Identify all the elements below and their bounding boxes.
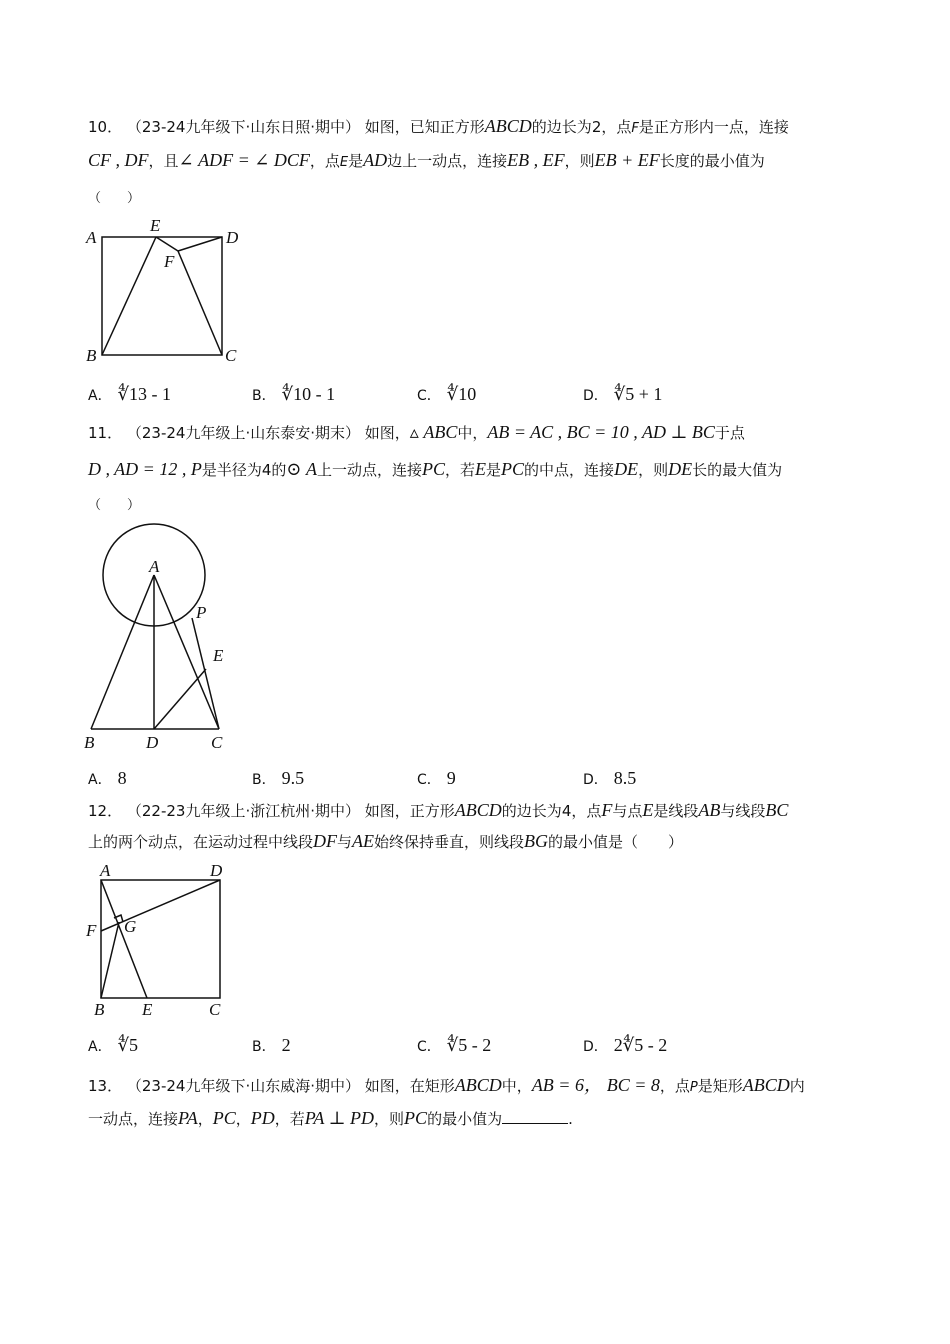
q11-text: ，若 bbox=[445, 461, 476, 479]
q10-math: ∠ ADF = ∠ DCF bbox=[178, 150, 310, 170]
q11-math: PC bbox=[501, 459, 525, 479]
q12-line-2 bbox=[88, 831, 683, 852]
q12-text: 与 bbox=[337, 833, 353, 851]
q11-label-B: B bbox=[84, 733, 95, 752]
q11-option-d[interactable]: D． 8.5 bbox=[583, 768, 637, 788]
q10-text: 是 bbox=[348, 152, 364, 170]
q11-source: （23-24九年级上·山东泰安·期末） bbox=[126, 424, 360, 442]
q10-label-B: B bbox=[86, 346, 97, 365]
q13-text: ，点 bbox=[659, 1077, 690, 1095]
q12-text: ，点 bbox=[571, 802, 602, 820]
q11-answer-paren: （ ） bbox=[88, 498, 141, 513]
q10-text: 的边长为 bbox=[531, 118, 592, 136]
q10-text: 边上一动点，连接 bbox=[387, 152, 508, 170]
q10-line-1 bbox=[88, 116, 789, 137]
q10-math: ABCD bbox=[484, 116, 532, 136]
q12-math: AB bbox=[698, 800, 721, 820]
q10-segment-FC bbox=[178, 251, 222, 355]
q10-figure bbox=[80, 214, 250, 370]
q12-source: （22-23九年级上·浙江杭州·期中） bbox=[126, 802, 360, 820]
q11-text: 是 bbox=[486, 461, 502, 479]
q13-text: 的最小值为 bbox=[427, 1110, 503, 1128]
q13-math: ABCD bbox=[742, 1075, 790, 1095]
q11-math: DE bbox=[668, 459, 693, 479]
q10-option-b[interactable]: B． ∜10 - 1 bbox=[252, 384, 336, 404]
q11-label-P: P bbox=[196, 603, 207, 622]
q10-number: 10． bbox=[88, 118, 123, 136]
q13-text: 是矩形 bbox=[697, 1077, 743, 1095]
q13-text: 内 bbox=[789, 1077, 805, 1095]
q11-math: ⊙ A bbox=[286, 459, 317, 479]
q13-text: 如图，在矩形 bbox=[364, 1077, 455, 1095]
q12-option-b[interactable]: B． 2 bbox=[252, 1035, 291, 1055]
q12-math: BC bbox=[765, 800, 789, 820]
q11-segment-DE bbox=[154, 669, 206, 729]
q11-segment-AC bbox=[154, 575, 219, 729]
q11-text: 是半径为 bbox=[201, 461, 262, 479]
q12-option-a[interactable]: A． ∜5 bbox=[88, 1035, 139, 1055]
q13-text: 中， bbox=[501, 1077, 532, 1095]
q10-text: ，点 bbox=[601, 118, 632, 136]
q12-text: 的最小值是（ ） bbox=[548, 833, 684, 851]
q10-segment-EF bbox=[156, 237, 178, 251]
q13-source: （23-24九年级下·山东威海·期中） bbox=[126, 1077, 360, 1095]
q11-option-a[interactable]: A． 8 bbox=[88, 768, 127, 788]
q11-text: ，则 bbox=[638, 461, 669, 479]
q12-line-1 bbox=[88, 800, 788, 821]
q12-math: E bbox=[642, 800, 654, 820]
q13-math: PC bbox=[404, 1108, 428, 1128]
q12-label-B: B bbox=[94, 1000, 105, 1019]
q10-option-c[interactable]: C． ∜10 bbox=[417, 384, 477, 404]
q13-line-2 bbox=[88, 1107, 573, 1129]
q13-answer-blank[interactable] bbox=[502, 1107, 568, 1124]
q11-segment-AB bbox=[91, 575, 154, 729]
q10-text: 是正方形内一点，连接 bbox=[638, 118, 789, 136]
q12-text: 与线段 bbox=[720, 802, 766, 820]
q12-label-F: F bbox=[86, 921, 97, 940]
q11-label-C: C bbox=[211, 733, 223, 752]
q12-label-E: E bbox=[142, 1000, 153, 1019]
q10-label-E: E bbox=[150, 216, 161, 235]
q10-text: 如图，已知正方形 bbox=[364, 118, 485, 136]
q10-math: EB , EF bbox=[507, 150, 565, 170]
q10-label-D: D bbox=[226, 228, 239, 247]
q11-line-2 bbox=[88, 459, 782, 480]
q10-math: EB + EF bbox=[594, 150, 660, 170]
q12-math: AE bbox=[352, 831, 375, 851]
q10-source: （23-24九年级下·山东日照·期中） bbox=[126, 118, 360, 136]
q12-segment-BG bbox=[101, 922, 119, 998]
q11-value: 4 bbox=[261, 461, 272, 479]
q13-math: PC bbox=[212, 1108, 236, 1128]
q11-option-c[interactable]: C． 9 bbox=[417, 768, 456, 788]
q12-text: 始终保持垂直，则线段 bbox=[374, 833, 525, 851]
q12-option-c[interactable]: C． ∜5 - 2 bbox=[417, 1035, 492, 1055]
q12-value: 4 bbox=[561, 802, 572, 820]
q10-segment-FD bbox=[178, 237, 222, 251]
q13-math: AB = 6， bbox=[531, 1075, 602, 1095]
q10-line-2 bbox=[88, 150, 765, 171]
q12-text: 上的两个动点，在运动过程中线段 bbox=[88, 833, 314, 851]
q13-math: PA bbox=[178, 1108, 198, 1128]
q10-option-d[interactable]: D． ∜5 + 1 bbox=[583, 384, 663, 404]
q12-math: ABCD bbox=[454, 800, 502, 820]
q11-math: AB = AC , BC = 10 , AD ⊥ BC bbox=[487, 422, 715, 442]
q11-text: 的中点，连接 bbox=[524, 461, 615, 479]
q10-text: ，且 bbox=[148, 152, 179, 170]
q10-math: E bbox=[339, 155, 349, 170]
q11-math: ▵ ABC bbox=[409, 422, 458, 442]
q10-answer-paren: （ ） bbox=[88, 191, 141, 206]
q10-option-a[interactable]: A． ∜13 - 1 bbox=[88, 384, 172, 404]
q11-figure bbox=[80, 520, 250, 752]
q11-text: 如图， bbox=[364, 424, 410, 442]
q12-text: 如图，正方形 bbox=[364, 802, 455, 820]
q10-value: 2 bbox=[591, 118, 602, 136]
q11-line-1 bbox=[88, 422, 745, 443]
q13-text: . bbox=[568, 1110, 573, 1128]
q10-label-C: C bbox=[225, 346, 237, 365]
q11-number: 11． bbox=[88, 424, 123, 442]
q10-square bbox=[102, 237, 222, 355]
q13-math: PA ⊥ PD bbox=[304, 1108, 375, 1128]
q10-text: 长度的最小值为 bbox=[659, 152, 765, 170]
q11-math: DE bbox=[614, 459, 639, 479]
q12-label-A: A bbox=[100, 861, 111, 880]
q11-text: 于点 bbox=[714, 424, 745, 442]
q10-label-A: A bbox=[86, 228, 97, 247]
q13-text: ， bbox=[197, 1110, 213, 1128]
q10-math: CF , DF bbox=[88, 150, 149, 170]
q13-text: ，若 bbox=[274, 1110, 305, 1128]
q10-math: AD bbox=[363, 150, 388, 170]
q11-label-D: D bbox=[146, 733, 159, 752]
q10-text: ，则 bbox=[564, 152, 595, 170]
q12-math: BG bbox=[524, 831, 549, 851]
q13-math: PD bbox=[250, 1108, 275, 1128]
q12-label-C: C bbox=[209, 1000, 221, 1019]
q12-figure bbox=[80, 858, 250, 1022]
q10-text: ，点 bbox=[309, 152, 340, 170]
q13-line-1 bbox=[88, 1071, 805, 1097]
q10-label-F: F bbox=[164, 252, 175, 271]
q12-label-G: G bbox=[124, 917, 137, 936]
q13-math: BC = 8 bbox=[606, 1075, 660, 1095]
q12-math: F bbox=[601, 800, 613, 820]
q12-text: 与点 bbox=[612, 802, 643, 820]
q13-text: ，则 bbox=[374, 1110, 405, 1128]
q12-option-d[interactable]: D． 2∜5 - 2 bbox=[583, 1035, 668, 1055]
q11-math: D , AD = 12 , P bbox=[88, 459, 202, 479]
q13-text: 一动点，连接 bbox=[88, 1110, 179, 1128]
q12-label-D: D bbox=[210, 861, 223, 880]
q12-segment-AE bbox=[101, 880, 147, 998]
q13-math: P bbox=[689, 1080, 698, 1095]
q10-math: F bbox=[631, 121, 639, 136]
q11-math: E bbox=[475, 459, 487, 479]
q12-math: DF bbox=[313, 831, 338, 851]
q13-math: ABCD bbox=[454, 1075, 502, 1095]
q11-text: 的 bbox=[271, 461, 287, 479]
q13-number: 13． bbox=[88, 1077, 123, 1095]
q11-text: 上一动点，连接 bbox=[316, 461, 422, 479]
q13-text: ， bbox=[235, 1110, 251, 1128]
q11-math: PC bbox=[421, 459, 445, 479]
q11-text: 中， bbox=[457, 424, 488, 442]
q10-segment-EB bbox=[102, 237, 156, 355]
q11-label-E: E bbox=[213, 646, 224, 665]
q11-text: 长的最大值为 bbox=[692, 461, 783, 479]
q11-label-A: A bbox=[149, 557, 160, 576]
q12-number: 12． bbox=[88, 802, 123, 820]
q12-text: 的边长为 bbox=[501, 802, 562, 820]
q11-option-b[interactable]: B． 9.5 bbox=[252, 768, 305, 788]
q12-square bbox=[101, 880, 220, 998]
q12-text: 是线段 bbox=[653, 802, 699, 820]
